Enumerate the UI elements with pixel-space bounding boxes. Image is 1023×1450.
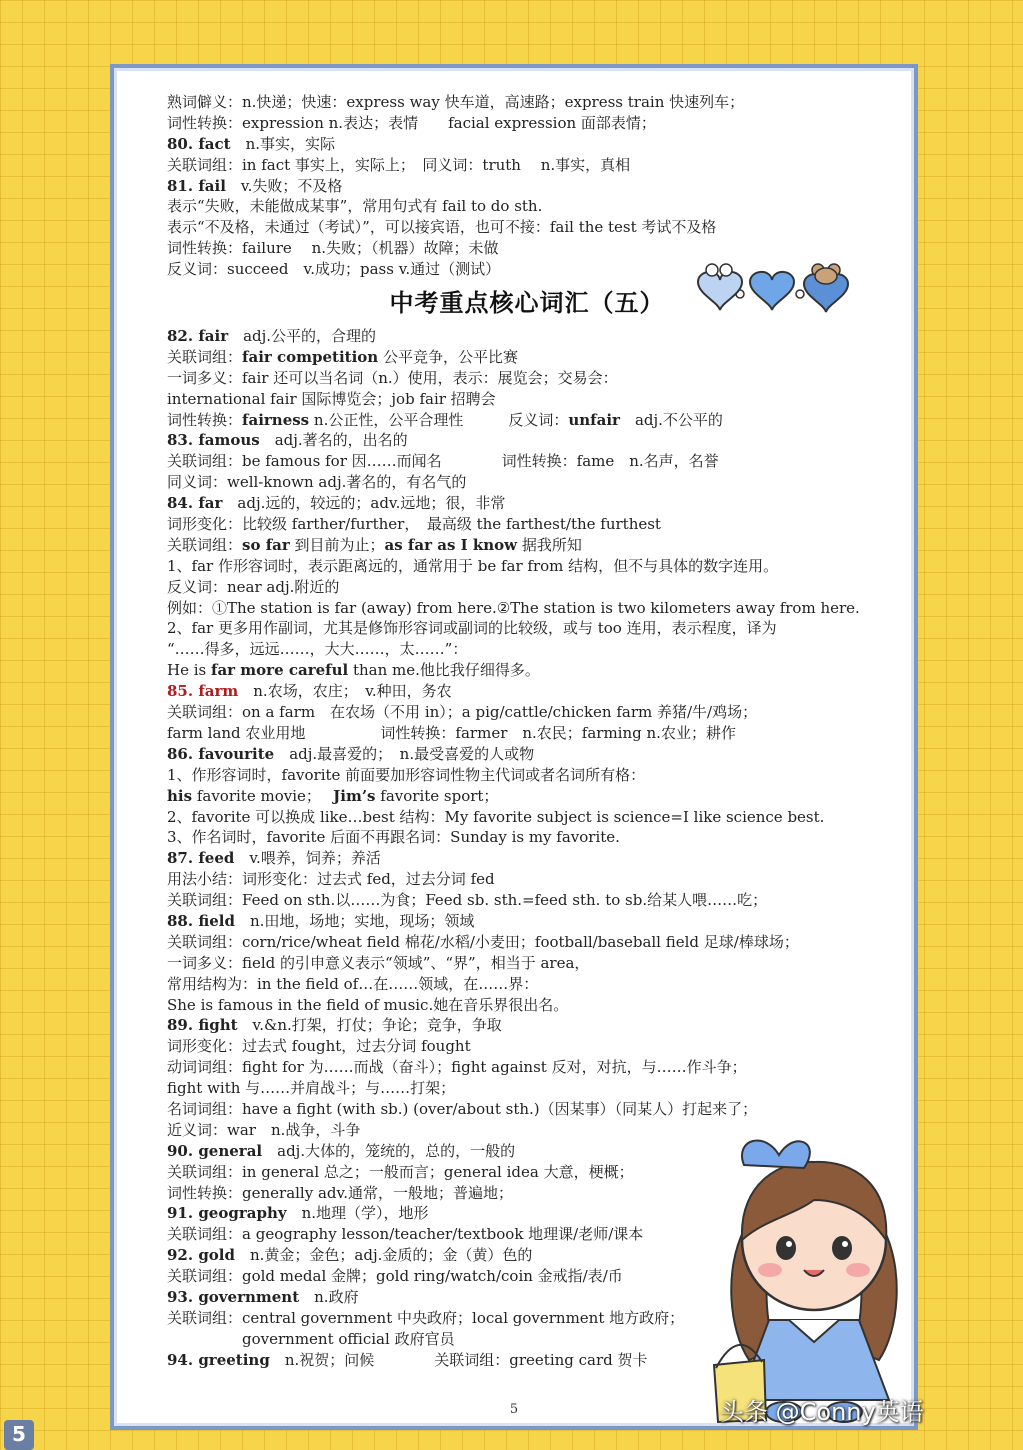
- entry-number-word: 81. fail: [167, 176, 226, 195]
- bold-phrase: unfair: [568, 410, 620, 429]
- line-text: 表示“失败，未能做成某事”，常用句式有 fail to do sth.: [167, 197, 543, 216]
- line-text: fight with 与……并肩战斗；与……打架；: [167, 1079, 456, 1098]
- line-text: 关联词组：on a farm 在农场（不用 in）；a pig/cattle/chicken farm 养猪/牛/鸡场；: [167, 703, 758, 722]
- line-text: 到目前为止；: [289, 535, 385, 554]
- line-text: n.田地，场地；实地，现场；领域: [234, 911, 475, 930]
- bold-phrase: so far: [242, 535, 290, 554]
- line-text: 常用结构为：in the field of…在……领域，在……界：: [167, 974, 539, 993]
- line-text: 词性转换：generally adv.通常，一般地；普遍地；: [167, 1183, 513, 1202]
- entry-number-word: 86. favourite: [167, 744, 275, 763]
- entry-number-word: 85. farm: [167, 682, 239, 701]
- text-line: [167, 723, 887, 744]
- line-text: favorite sport；: [375, 786, 499, 805]
- bold-phrase: his: [167, 786, 193, 805]
- entry-number-word: 90. general: [167, 1141, 263, 1160]
- text-line: [167, 1057, 887, 1078]
- line-text: government official 政府官员: [167, 1329, 455, 1348]
- text-line: [167, 974, 887, 995]
- line-text: n.公正性，公平合理性 反义词：: [309, 410, 569, 429]
- entry-number-word: 88. field: [167, 911, 235, 930]
- line-text: 词性转换：: [167, 410, 243, 429]
- entry-number-word: 91. geography: [167, 1204, 287, 1223]
- text-line: [167, 995, 887, 1016]
- entry-number-word: 92. gold: [167, 1246, 235, 1265]
- line-text: farm land 农业用地 词性转换：farmer n.农民；farming n.农业；耕作: [167, 723, 736, 742]
- line-text: adj.著名的，出名的: [259, 431, 408, 450]
- text-line: [167, 368, 887, 389]
- line-text: n.农场，农庄； v.种田，务农: [238, 682, 452, 701]
- text-line: [167, 113, 887, 134]
- line-text: v.喂养，饲养；养活: [234, 849, 381, 868]
- line-text: 关联词组：a geography lesson/teacher/textbook 地理课/老师/课本: [167, 1225, 644, 1244]
- line-text: 动词词组：fight for 为……而战（奋斗）；fight against 反对，对抗，与……作斗争；: [167, 1058, 747, 1077]
- text-line: [167, 827, 887, 848]
- entry-headword-line: [167, 430, 887, 451]
- line-text: 一词多义：field 的引申意义表示“领域”、“界”，相当于 area，: [167, 953, 590, 972]
- text-line: [167, 556, 887, 577]
- line-text: 词形变化：比较级 farther/further， 最高级 the farthest/the furthest: [167, 515, 661, 534]
- entry-headword-line: [167, 176, 887, 197]
- line-text: 名词词组：have a fight (with sb.) (over/about sth.)（因某事）（同某人）打起来了；: [167, 1099, 758, 1118]
- text-line: [167, 807, 887, 828]
- text-line: [167, 890, 887, 911]
- entry-number-word: 94. greeting: [167, 1350, 270, 1369]
- entry-headword-line: [167, 1015, 887, 1036]
- line-text: 据我所知: [517, 535, 582, 554]
- text-line: [167, 598, 887, 619]
- text-line: [167, 155, 887, 176]
- line-text: 3、作名词时，favorite 后面不再跟名词：Sunday is my favorite.: [167, 828, 620, 847]
- text-line: [167, 451, 887, 472]
- line-text: 公平竞争，公平比赛: [378, 347, 518, 366]
- entry-headword-line: [167, 744, 887, 765]
- text-line: [167, 1036, 887, 1057]
- watermark: 头条 @Conny英语: [720, 1398, 924, 1426]
- line-text: adj.不公平的: [619, 410, 723, 429]
- bold-phrase: fair competition: [242, 347, 379, 366]
- line-text: 1、作形容词时，favorite 前面要加形容词性物主代词或者名词所有格：: [167, 765, 646, 784]
- line-text: n.政府: [299, 1287, 359, 1306]
- text-line: [167, 765, 887, 786]
- bold-phrase: fairness: [242, 410, 310, 429]
- text-line: [167, 410, 887, 431]
- line-text: adj.远的，较远的；adv.远地；很，非常: [222, 494, 506, 513]
- entry-headword-line: [167, 493, 887, 514]
- line-text: 关联词组：corn/rice/wheat field 棉花/水稻/小麦田；football/baseball field 足球/棒球场；: [167, 932, 799, 951]
- text-line: [167, 932, 887, 953]
- text-line: [167, 869, 887, 890]
- text-line: [167, 389, 887, 410]
- line-text: 1、far 作形容词时，表示距离远的，通常用于 be far from 结构，但不与具体的数字连用。: [167, 556, 779, 575]
- line-text: 词性转换：failure n.失败；（机器）故障；未做: [167, 239, 499, 258]
- entry-number-word: 83. famous: [167, 431, 260, 450]
- entry-headword-line: [167, 681, 887, 702]
- line-text: 关联词组：: [167, 347, 243, 366]
- text-line: [167, 618, 887, 639]
- text-line: [167, 472, 887, 493]
- text-line: [167, 92, 887, 113]
- entry-headword-line: [167, 911, 887, 932]
- document-page: [110, 64, 918, 1430]
- line-text: 关联词组：gold medal 金牌；gold ring/watch/coin 金戒指/表/币: [167, 1267, 623, 1286]
- entry-headword-line: [167, 326, 887, 347]
- bold-phrase: as far as I know: [384, 535, 518, 554]
- line-text: 表示“不及格，未通过（考试）”，可以接宾语，也可不接：fail the test 考试不及格: [167, 218, 717, 237]
- bold-phrase: Jim’s: [333, 786, 376, 805]
- line-text: 反义词：near adj.附近的: [167, 577, 340, 596]
- page-number: 5: [509, 1402, 519, 1417]
- entry-headword-line: [167, 134, 887, 155]
- text-line: [167, 217, 887, 238]
- text-line: [167, 514, 887, 535]
- line-text: international fair 国际博览会；job fair 招聘会: [167, 389, 496, 408]
- text-line: [167, 196, 887, 217]
- bold-phrase: far more careful: [211, 661, 349, 680]
- text-line: [167, 535, 887, 556]
- entry-number-word: 80. fact: [167, 134, 231, 153]
- line-text: v.失败；不及格: [225, 176, 343, 195]
- corner-page-badge: 5: [4, 1420, 34, 1450]
- text-line: [167, 953, 887, 974]
- text-line: [167, 786, 887, 807]
- entry-number-word: 87. feed: [167, 849, 235, 868]
- line-text: 关联词组：central government 中央政府；local government 地方政府；: [167, 1308, 685, 1327]
- line-text: 关联词组：in general 总之；一般而言；general idea 大意，梗概；: [167, 1162, 634, 1181]
- line-text: 关联词组：be famous for 因……而闻名 词性转换：fame n.名声，名誉: [167, 452, 719, 471]
- line-text: 词性转换：expression n.表达；表情 facial expression 面部表情；: [167, 113, 656, 132]
- text-line: [167, 1078, 887, 1099]
- text-line: [167, 577, 887, 598]
- line-text: n.事实，实际: [230, 134, 335, 153]
- line-text: 一词多义：fair 还可以当名词（n.）使用，表示：展览会；交易会：: [167, 368, 618, 387]
- line-text: 用法小结：词形变化：过去式 fed，过去分词 fed: [167, 870, 495, 889]
- line-text: favorite movie；: [192, 786, 334, 805]
- line-text: 同义词：well-known adj.著名的，有名气的: [167, 473, 467, 492]
- line-text: n.黄金；金色；adj.金质的；金（黄）色的: [235, 1246, 533, 1265]
- entry-number-word: 89. fight: [167, 1016, 238, 1035]
- line-text: She is famous in the field of music.她在音乐界很出名。: [167, 995, 569, 1014]
- text-line: [167, 639, 887, 660]
- line-text: 关联词组：in fact 事实上，实际上； 同义词：truth n.事实，真相: [167, 155, 631, 174]
- entry-number-word: 93. government: [167, 1287, 300, 1306]
- line-text: n.祝贺；问候 关联词组：greeting card 贺卡: [269, 1350, 648, 1369]
- line-text: adj.公平的，合理的: [228, 327, 377, 346]
- entry-number-word: 84. far: [167, 494, 223, 513]
- line-text: “……得多，远远……，大大……，太……”：: [167, 640, 468, 659]
- section-title: 中考重点核心词汇（五）: [389, 288, 665, 318]
- line-text: 2、favorite 可以换成 like…best 结构：My favorite subject is science=I like science best.: [167, 807, 825, 826]
- hearts-decoration-icon: [692, 258, 852, 314]
- girl-illustration-icon: [704, 1120, 924, 1430]
- entry-headword-line: [167, 848, 887, 869]
- line-text: than me.他比我仔细得多。: [348, 661, 540, 680]
- text-line: [167, 1099, 887, 1120]
- line-text: He is: [167, 661, 211, 680]
- line-text: 反义词：succeed v.成功；pass v.通过（测试）: [167, 260, 501, 279]
- text-line: [167, 238, 887, 259]
- line-text: 词形变化：过去式 fought，过去分词 fought: [167, 1037, 471, 1056]
- line-text: 关联词组：: [167, 535, 243, 554]
- text-line: [167, 660, 887, 681]
- line-text: 例如：①The station is far (away) from here.②The station is two kilometers away from here.: [167, 598, 860, 617]
- text-line: [167, 347, 887, 368]
- line-text: 2、far 更多用作副词，尤其是修饰形容词或副词的比较级，或与 too 连用，表示程度，译为: [167, 619, 777, 638]
- text-line: [167, 702, 887, 723]
- line-text: adj.大体的，笼统的，总的，一般的: [262, 1141, 516, 1160]
- line-text: n.地理（学），地形: [286, 1204, 429, 1223]
- line-text: v.&n.打架，打仗；争论；竞争，争取: [237, 1016, 502, 1035]
- line-text: 关联词组：Feed on sth.以……为食；Feed sb. sth.=feed sth. to sb.给某人喂……吃；: [167, 891, 768, 910]
- line-text: 近义词：war n.战争，斗争: [167, 1120, 361, 1139]
- line-text: 熟词僻义：n.快递；快速：express way 快车道，高速路；express train 快速列车；: [167, 93, 745, 111]
- line-text: adj.最喜爱的； n.最受喜爱的人或物: [274, 744, 535, 763]
- entry-number-word: 82. fair: [167, 327, 229, 346]
